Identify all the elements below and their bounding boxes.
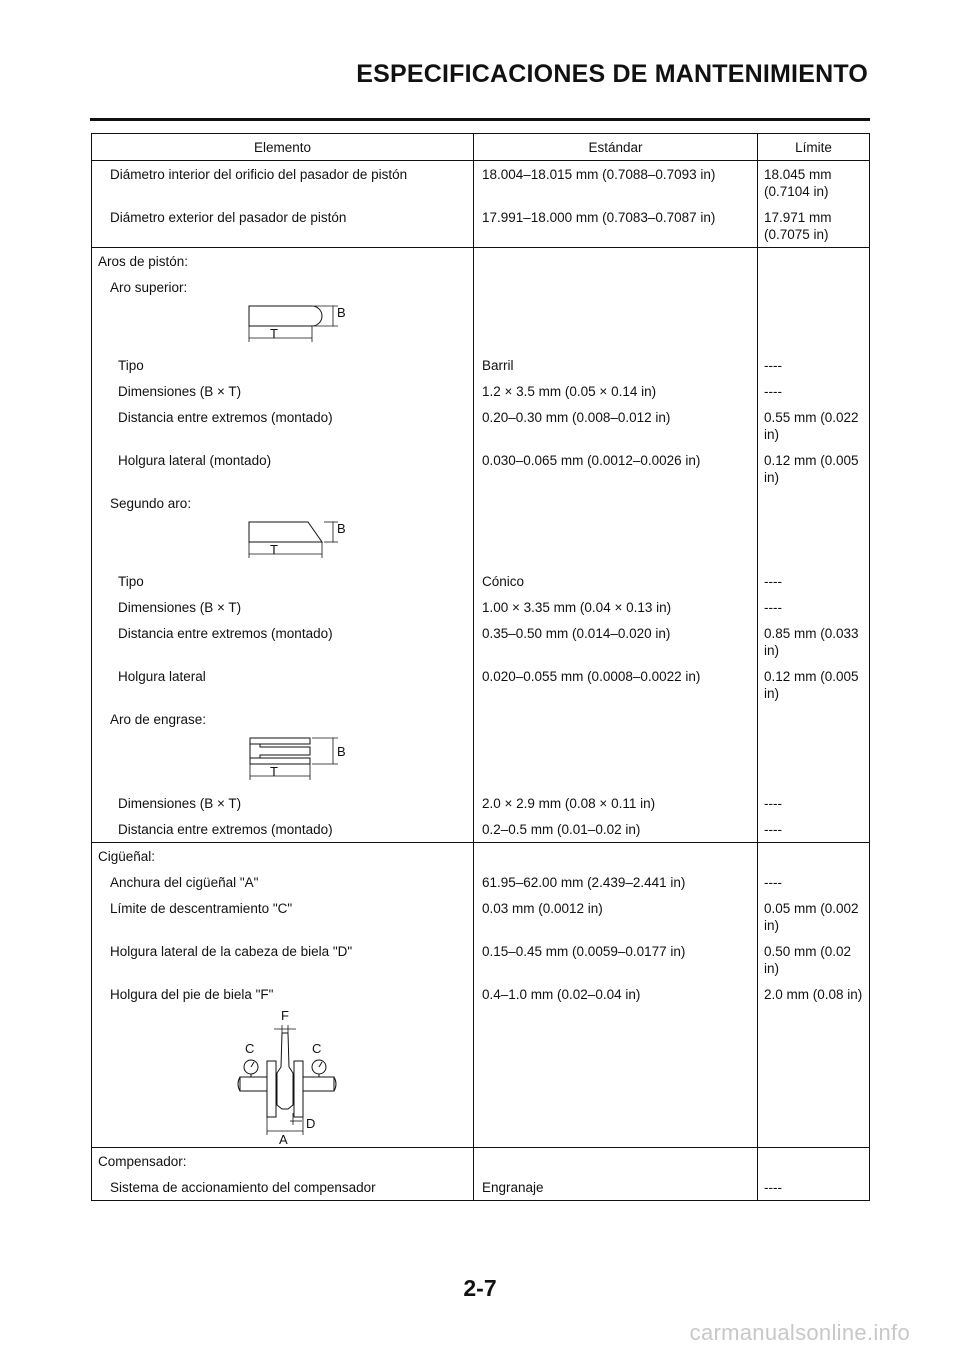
table-header bbox=[92, 134, 869, 161]
label-t: T bbox=[270, 542, 278, 557]
cell-empty bbox=[758, 248, 869, 274]
figure-row bbox=[92, 516, 869, 568]
cell-limite: 0.55 mm (0.022 in) bbox=[764, 410, 859, 442]
table-row bbox=[92, 404, 869, 447]
label-t: T bbox=[270, 764, 278, 779]
cell-limite: ---- bbox=[764, 1180, 782, 1195]
page-title: ESPECIFICACIONES DE MANTENIMIENTO bbox=[356, 60, 868, 88]
crankshaft-diagram bbox=[234, 1013, 344, 1145]
cell-elemento: Distancia entre extremos (montado) bbox=[92, 404, 474, 447]
section-heading bbox=[92, 1148, 869, 1174]
header-elemento: Elemento bbox=[92, 134, 474, 160]
cell-estandar: Engranaje bbox=[474, 1174, 758, 1200]
cell-limite: 0.85 mm (0.033 in) bbox=[764, 626, 859, 658]
table-row bbox=[92, 378, 869, 404]
cell-limite: 17.971 mm (0.7075 in) bbox=[764, 210, 832, 242]
cell-elemento: Diámetro interior del orificio del pasador de pistón bbox=[92, 161, 474, 204]
label-b: B bbox=[337, 744, 346, 759]
cell-elemento: Holgura lateral de la cabeza de biela "D" bbox=[92, 938, 474, 981]
cell-elemento: Aro de engrase: bbox=[92, 706, 474, 732]
cell-elemento: Dimensiones (B × T) bbox=[92, 378, 474, 404]
cell-limite: ---- bbox=[764, 574, 782, 589]
group-aros bbox=[92, 248, 869, 843]
table-row bbox=[92, 790, 869, 816]
subsection-heading bbox=[92, 706, 869, 732]
cell-estandar: 61.95–62.00 mm (2.439–2.441 in) bbox=[474, 869, 758, 895]
cell-estandar: 0.020–0.055 mm (0.0008–0.0022 in) bbox=[474, 663, 758, 706]
table-row bbox=[92, 1174, 869, 1200]
cell-empty bbox=[758, 516, 869, 568]
figure-row bbox=[92, 300, 869, 352]
cell-elemento: Holgura del pie de biela "F" bbox=[92, 981, 474, 1007]
table-row bbox=[92, 568, 869, 594]
cell-empty bbox=[758, 300, 869, 352]
table-row bbox=[92, 816, 869, 842]
cell-elemento: Sistema de accionamiento del compensador bbox=[92, 1174, 474, 1200]
table-row bbox=[92, 204, 869, 247]
cell-elemento: Tipo bbox=[92, 568, 474, 594]
cell-empty bbox=[474, 490, 758, 516]
cell-elemento: Dimensiones (B × T) bbox=[92, 594, 474, 620]
cell-empty bbox=[474, 1007, 758, 1147]
cell-empty bbox=[758, 843, 869, 869]
cell-empty bbox=[758, 706, 869, 732]
cell-limite: ---- bbox=[764, 875, 782, 890]
group-compensador bbox=[92, 1148, 869, 1200]
cell-estandar: 0.03 mm (0.0012 in) bbox=[474, 895, 758, 938]
cell-limite: ---- bbox=[764, 384, 782, 399]
cell-limite: ---- bbox=[764, 822, 782, 837]
table-row bbox=[92, 352, 869, 378]
label-c: C bbox=[312, 1041, 322, 1056]
header-estandar: Estándar bbox=[474, 134, 758, 160]
oil-ring-figure bbox=[92, 732, 474, 790]
subsection-heading bbox=[92, 490, 869, 516]
group-pasador bbox=[92, 161, 869, 248]
label-c: C bbox=[245, 1041, 255, 1056]
cell-limite: 2.0 mm (0.08 in) bbox=[764, 987, 863, 1002]
table-row bbox=[92, 869, 869, 895]
table-row bbox=[92, 620, 869, 663]
crankshaft-figure bbox=[92, 1007, 474, 1147]
label-f: F bbox=[281, 1008, 289, 1023]
cell-estandar: 0.35–0.50 mm (0.014–0.020 in) bbox=[474, 620, 758, 663]
cell-estandar: 0.20–0.30 mm (0.008–0.012 in) bbox=[474, 404, 758, 447]
cell-elemento: Diámetro exterior del pasador de pistón bbox=[92, 204, 474, 247]
cell-empty bbox=[474, 516, 758, 568]
cell-limite: 0.12 mm (0.005 in) bbox=[764, 669, 859, 701]
cell-limite: 0.50 mm (0.02 in) bbox=[764, 944, 852, 976]
cell-empty bbox=[474, 706, 758, 732]
header-limite: Límite bbox=[795, 139, 832, 155]
cell-limite: 0.05 mm (0.002 in) bbox=[764, 901, 859, 933]
taper-ring-figure bbox=[92, 516, 474, 568]
label-b: B bbox=[337, 305, 346, 320]
page-number: 2-7 bbox=[463, 1275, 497, 1301]
cell-empty bbox=[758, 1007, 869, 1147]
cell-limite: ---- bbox=[764, 600, 782, 615]
cell-elemento: Distancia entre extremos (montado) bbox=[92, 620, 474, 663]
cell-estandar: 17.991–18.000 mm (0.7083–0.7087 in) bbox=[474, 204, 758, 247]
cell-estandar: 0.4–1.0 mm (0.02–0.04 in) bbox=[474, 981, 758, 1007]
group-ciguenal bbox=[92, 843, 869, 1148]
cell-estandar: 18.004–18.015 mm (0.7088–0.7093 in) bbox=[474, 161, 758, 204]
table-row bbox=[92, 663, 869, 706]
cell-limite: 0.12 mm (0.005 in) bbox=[764, 453, 859, 485]
table-row bbox=[92, 161, 869, 204]
cell-empty bbox=[474, 843, 758, 869]
table-row bbox=[92, 447, 869, 490]
cell-limite: 18.045 mm (0.7104 in) bbox=[764, 167, 832, 199]
subsection-heading bbox=[92, 274, 869, 300]
cell-estandar: 1.00 × 3.35 mm (0.04 × 0.13 in) bbox=[474, 594, 758, 620]
cell-limite: ---- bbox=[764, 796, 782, 811]
cell-estandar: 0.15–0.45 mm (0.0059–0.0177 in) bbox=[474, 938, 758, 981]
oil-ring-diagram bbox=[242, 732, 362, 788]
cell-elemento: Tipo bbox=[92, 352, 474, 378]
cell-estandar: Barril bbox=[474, 352, 758, 378]
cell-elemento: Segundo aro: bbox=[92, 490, 474, 516]
cell-elemento: Aros de pistón: bbox=[92, 248, 474, 274]
cell-empty bbox=[474, 1148, 758, 1174]
cell-estandar: 1.2 × 3.5 mm (0.05 × 0.14 in) bbox=[474, 378, 758, 404]
cell-empty bbox=[474, 248, 758, 274]
cell-estandar: 0.030–0.065 mm (0.0012–0.0026 in) bbox=[474, 447, 758, 490]
cell-estandar: 2.0 × 2.9 mm (0.08 × 0.11 in) bbox=[474, 790, 758, 816]
cell-elemento: Límite de descentramiento "C" bbox=[92, 895, 474, 938]
table-row bbox=[92, 981, 869, 1007]
cell-elemento: Compensador: bbox=[92, 1148, 474, 1174]
cell-elemento: Dimensiones (B × T) bbox=[92, 790, 474, 816]
figure-row bbox=[92, 1007, 869, 1147]
barrel-ring-figure bbox=[92, 300, 474, 352]
cell-empty bbox=[758, 490, 869, 516]
cell-estandar: 0.2–0.5 mm (0.01–0.02 in) bbox=[474, 816, 758, 842]
cell-empty bbox=[758, 732, 869, 790]
footer-watermark: carmanualsonline.info bbox=[689, 1320, 910, 1345]
label-t: T bbox=[270, 326, 278, 341]
section-heading bbox=[92, 843, 869, 869]
cell-empty bbox=[758, 1148, 869, 1174]
cell-empty bbox=[474, 300, 758, 352]
cell-elemento: Distancia entre extremos (montado) bbox=[92, 816, 474, 842]
cell-empty bbox=[474, 732, 758, 790]
cell-elemento: Holgura lateral (montado) bbox=[92, 447, 474, 490]
label-a: A bbox=[279, 1132, 288, 1147]
title-rule bbox=[90, 118, 870, 121]
table-row bbox=[92, 594, 869, 620]
label-b: B bbox=[337, 521, 346, 536]
table-row bbox=[92, 895, 869, 938]
spec-table bbox=[91, 133, 870, 1201]
cell-elemento: Cigüeñal: bbox=[92, 843, 474, 869]
cell-elemento: Aro superior: bbox=[92, 274, 474, 300]
cell-elemento: Holgura lateral bbox=[92, 663, 474, 706]
label-d: D bbox=[306, 1116, 316, 1131]
cell-empty bbox=[758, 274, 869, 300]
section-heading bbox=[92, 248, 869, 274]
cell-estandar: Cónico bbox=[474, 568, 758, 594]
cell-elemento: Anchura del cigüeñal "A" bbox=[92, 869, 474, 895]
table-row bbox=[92, 938, 869, 981]
cell-empty bbox=[474, 274, 758, 300]
cell-limite: ---- bbox=[764, 358, 782, 373]
figure-row bbox=[92, 732, 869, 790]
